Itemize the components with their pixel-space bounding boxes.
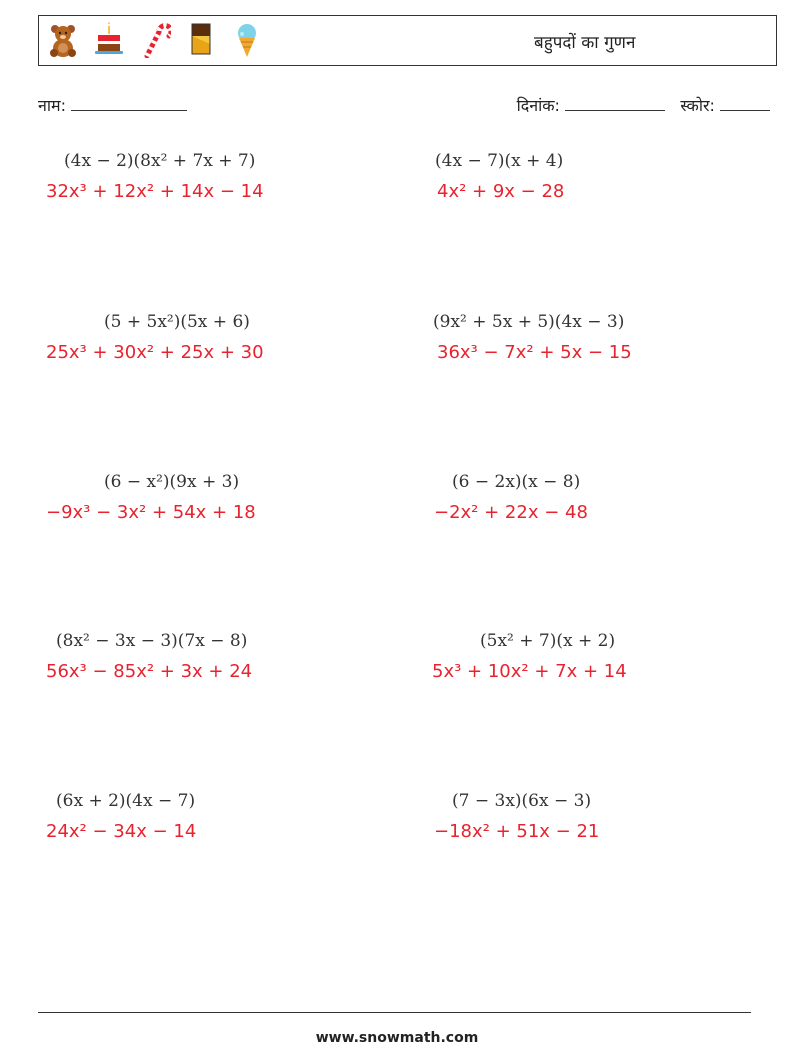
problem-answer: 4x² + 9x − 28	[437, 181, 565, 202]
header-icons	[47, 22, 263, 58]
problem-answer: 32x³ + 12x² + 14x − 14	[46, 181, 264, 202]
problem-question: (6 − x²)(9x + 3)	[104, 472, 240, 492]
problem-answer: 25x³ + 30x² + 25x + 30	[46, 342, 264, 363]
problem-question: (5x² + 7)(x + 2)	[480, 631, 616, 651]
chocolate-bar-icon	[185, 22, 217, 58]
footer-website: www.snowmath.com	[315, 1030, 479, 1046]
worksheet-title: बहुपदों का गुणन	[534, 33, 636, 53]
problem-answer: −2x² + 22x − 48	[434, 502, 588, 523]
worksheet-header	[38, 15, 777, 66]
problem-question: (5 + 5x²)(5x + 6)	[104, 312, 250, 332]
problem-question: (4x − 2)(8x² + 7x + 7)	[64, 151, 256, 171]
problem-answer: 56x³ − 85x² + 3x + 24	[46, 661, 253, 682]
name-blank[interactable]	[71, 96, 187, 111]
problem-5	[46, 472, 376, 552]
date-blank[interactable]	[565, 96, 665, 111]
problem-6	[434, 472, 764, 552]
problem-question: (7 − 3x)(6x − 3)	[452, 791, 592, 811]
teddy-bear-icon	[47, 22, 79, 58]
birthday-cake-icon	[93, 22, 125, 58]
date-score-fields	[517, 94, 770, 116]
score-label: स्कोर:	[680, 96, 715, 115]
problem-answer: −18x² + 51x − 21	[434, 821, 600, 842]
date-label: दिनांक:	[516, 96, 560, 115]
problem-10	[434, 791, 764, 871]
problem-answer: 36x³ − 7x² + 5x − 15	[437, 342, 632, 363]
score-blank[interactable]	[720, 96, 770, 111]
name-label: नाम:	[38, 96, 66, 115]
problem-9	[46, 791, 376, 871]
problem-question: (9x² + 5x + 5)(4x − 3)	[433, 312, 625, 332]
problem-question: (4x − 7)(x + 4)	[435, 151, 564, 171]
name-field	[38, 94, 187, 116]
candy-cane-icon	[139, 22, 171, 58]
problem-7	[46, 631, 376, 711]
footer-divider	[38, 1012, 751, 1013]
problem-1	[46, 151, 376, 231]
problem-question: (8x² − 3x − 3)(7x − 8)	[56, 631, 248, 651]
problem-8	[432, 631, 762, 711]
problem-answer: 24x² − 34x − 14	[46, 821, 197, 842]
problem-answer: 5x³ + 10x² + 7x + 14	[432, 661, 627, 682]
problem-3	[46, 312, 376, 392]
problem-4	[433, 312, 767, 392]
problem-question: (6 − 2x)(x − 8)	[452, 472, 581, 492]
problem-answer: −9x³ − 3x² + 54x + 18	[46, 502, 256, 523]
ice-cream-cone-icon	[231, 22, 263, 58]
problem-question: (6x + 2)(4x − 7)	[56, 791, 196, 811]
problem-2	[437, 151, 767, 231]
